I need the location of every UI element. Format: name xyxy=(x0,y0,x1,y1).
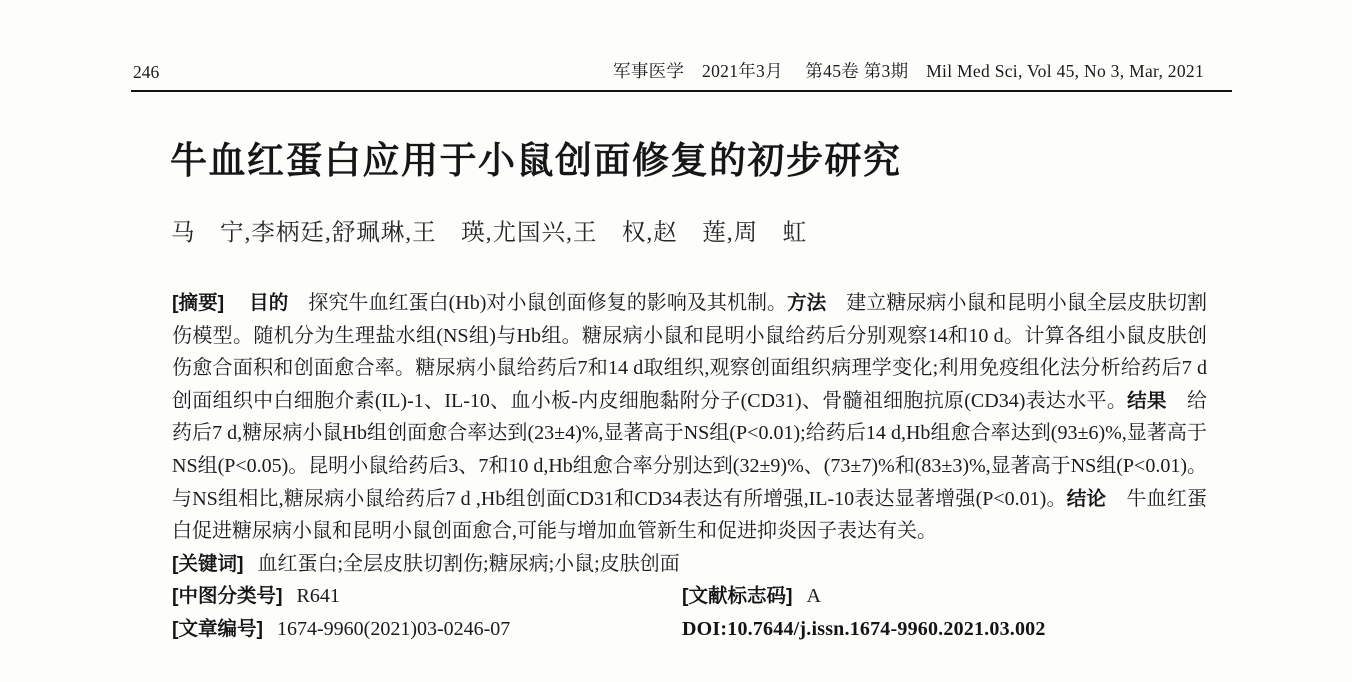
abstract-methods-label: 方法 xyxy=(787,292,827,314)
doc-code-label: [文献标志码] xyxy=(682,585,793,608)
abstract-conclusion-text: 牛血红蛋白促进糖尿病小鼠和昆明小鼠创面愈合,可能与增加血管新生和促进抑炎因子表达有关。 xyxy=(172,487,1207,543)
abstract-aim-text: 探究牛血红蛋白(Hb)对小鼠创面修复的影响及其机制。 xyxy=(288,292,788,314)
keywords-line xyxy=(172,548,1207,581)
abstract-paragraph xyxy=(172,287,1207,548)
front-matter xyxy=(172,287,1207,646)
abstract-results-text: 给药后7 d,糖尿病小鼠Hb组创面愈合率达到(23±4)%,显著高于NS组(P<0.01);给药后14 d,Hb组愈合率达到(93±6)%,显著高于NS组(P<0.05)。昆明小鼠给药后3、7和10 d,Hb组愈合率分别达到(32±9)%、(73±7)%和(83±3)%,显著高于NS组(P<0.01)。与NS组相比,糖尿病小鼠给药后7 d ,Hb组创面CD31和CD34表达有所增强,IL-10表达显著增强(P<0.01)。 xyxy=(172,389,1208,510)
running-header xyxy=(131,58,1232,92)
clc-value: R641 xyxy=(296,585,340,608)
keywords-text: 血红蛋白;全层皮肤切割伤;糖尿病;小鼠;皮肤创面 xyxy=(257,552,680,575)
classification-row xyxy=(172,580,1207,613)
article-id-value: 1674-9960(2021)03-0246-07 xyxy=(277,617,511,640)
authors-line: 马 宁,李柄廷,舒珮琳,王 瑛,尤国兴,王 权,赵 莲,周 虹 xyxy=(171,220,808,246)
article-title: 牛血红蛋白应用于小鼠创面修复的初步研究 xyxy=(170,140,902,181)
clc-label: [中图分类号] xyxy=(172,585,283,608)
clc-field xyxy=(172,580,682,613)
doi-field xyxy=(682,613,1207,646)
article-id-row xyxy=(172,613,1207,646)
article-id-label: [文章编号] xyxy=(172,617,263,640)
journal-citation: 军事医学 2021年3月 第45卷 第3期 Mil Med Sci, Vol 45, No 3, Mar, 2021 xyxy=(613,61,1204,81)
abstract-methods-text: 建立糖尿病小鼠和昆明小鼠全层皮肤切割伤模型。随机分为生理盐水组(NS组)与Hb组。糖尿病小鼠和昆明小鼠给药后分别观察14和10 d。计算各组小鼠皮肤创伤愈合面积和创面愈合率。糖尿病小鼠给药后7和14 d取组织,观察创面组织病理学变化;利用免疫组化法分析给药后7 d创面组织中白细胞介素(IL)-1、IL-10、血小板-内皮细胞黏附分子(CD31)、骨髓祖细胞抗原(CD34)表达水平。 xyxy=(172,292,1208,412)
keywords-label: [关键词] xyxy=(172,552,244,575)
doc-code-value: A xyxy=(806,585,821,608)
abstract-conclusion-label: 结论 xyxy=(1066,487,1107,510)
article-id-field xyxy=(172,613,682,646)
doc-code-field xyxy=(682,580,1207,613)
doi-value: DOI:10.7644/j.issn.1674-9960.2021.03.002 xyxy=(682,617,1046,640)
abstract-results-label: 结果 xyxy=(1127,389,1167,412)
abstract-label-and-aim: [摘要] 目的 xyxy=(172,292,289,314)
page-number: 246 xyxy=(133,62,160,82)
